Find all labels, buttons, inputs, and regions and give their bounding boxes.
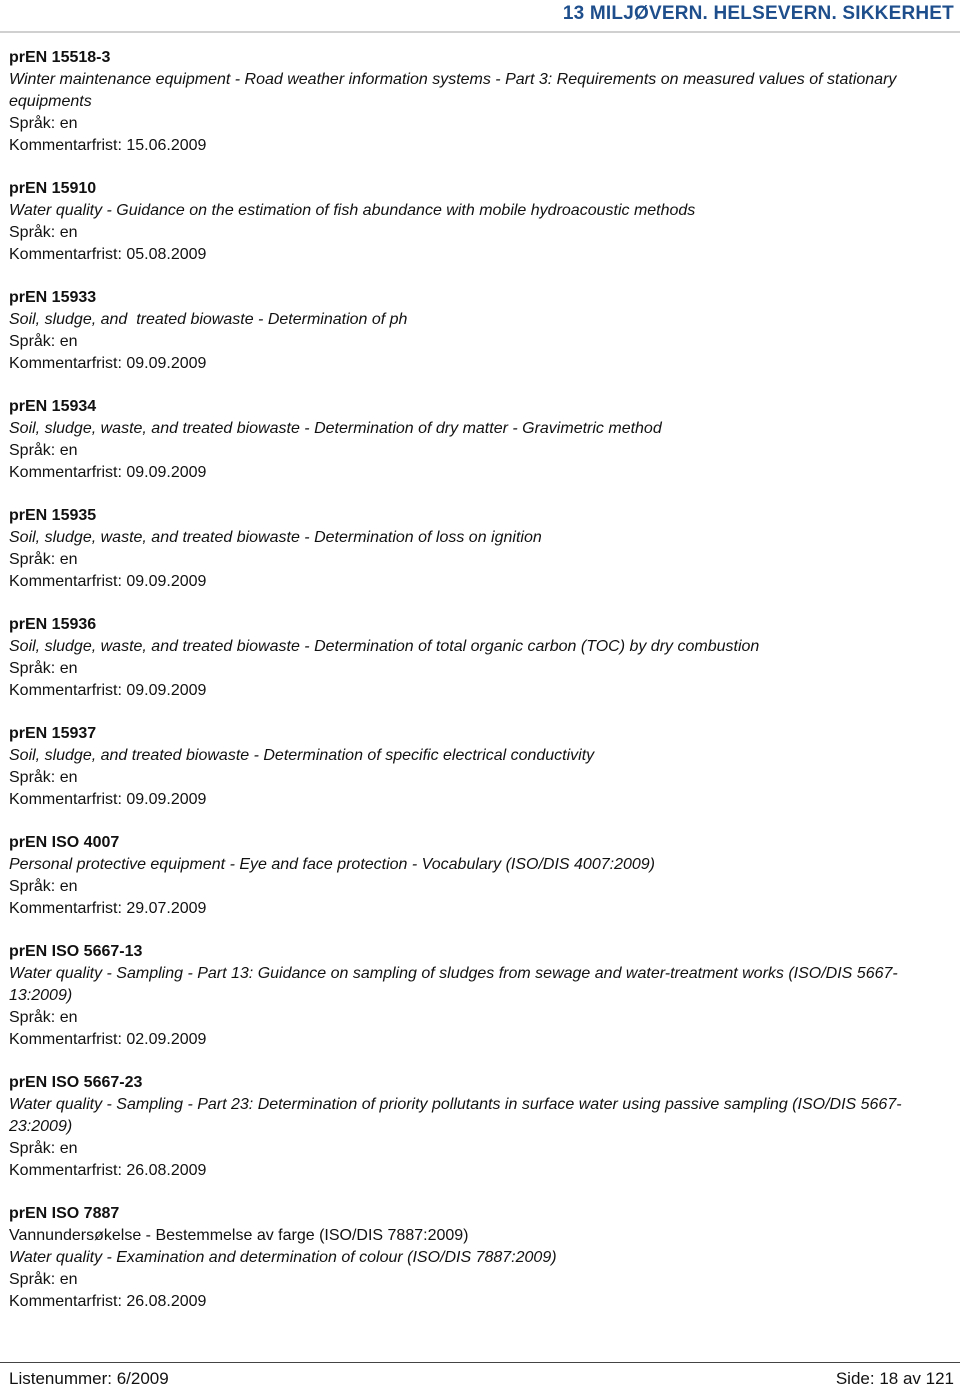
standard-entry (9, 941, 909, 1051)
standard-entry (9, 832, 909, 920)
comment-deadline: Kommentarfrist: 09.09.2009 (9, 464, 207, 481)
language-line: Språk: en (9, 442, 78, 459)
comment-deadline: Kommentarfrist: 02.09.2009 (9, 1031, 207, 1048)
standard-title: Soil, sludge, waste, and treated biowaste - Determination of dry matter - Gravimetric method (9, 420, 662, 437)
list-number: Listenummer: 6/2009 (9, 1369, 169, 1388)
comment-deadline: Kommentarfrist: 15.06.2009 (9, 137, 207, 154)
page-number: Side: 18 av 121 (835, 1369, 954, 1388)
standard-title: Soil, sludge, waste, and treated biowaste - Determination of loss on ignition (9, 529, 542, 546)
language-line: Språk: en (9, 878, 78, 895)
footer-divider (0, 1362, 960, 1363)
language-line: Språk: en (9, 1140, 78, 1157)
language-line: Språk: en (9, 660, 78, 677)
standard-title: Water quality - Guidance on the estimation of fish abundance with mobile hydroacoustic methods (9, 202, 696, 219)
comment-deadline: Kommentarfrist: 26.08.2009 (9, 1162, 207, 1179)
standard-entry (9, 723, 909, 811)
comment-deadline: Kommentarfrist: 09.09.2009 (9, 682, 207, 699)
language-line: Språk: en (9, 1009, 78, 1026)
entry-list (9, 47, 909, 1334)
standard-title: Water quality - Sampling - Part 13: Guidance on sampling of sludges from sewage and water-treatment works (ISO/DIS 5667-13:2009) (9, 965, 898, 1004)
language-line: Språk: en (9, 333, 78, 350)
standard-entry (9, 505, 909, 593)
standard-code: prEN 15936 (9, 616, 97, 633)
comment-deadline: Kommentarfrist: 09.09.2009 (9, 791, 207, 808)
standard-entry (9, 614, 909, 702)
language-line: Språk: en (9, 551, 78, 568)
standard-entry (9, 1072, 909, 1182)
standard-entry (9, 396, 909, 484)
language-line: Språk: en (9, 1271, 78, 1288)
standard-code: prEN ISO 5667-13 (9, 943, 143, 960)
standard-title: Soil, sludge, and treated biowaste - Determination of specific electrical conductivity (9, 747, 595, 764)
comment-deadline: Kommentarfrist: 26.08.2009 (9, 1293, 207, 1310)
standard-entry (9, 47, 909, 157)
standard-title: Winter maintenance equipment - Road weather information systems - Part 3: Requirements on measured values of stationary equipments (9, 71, 897, 110)
standard-code: prEN 15910 (9, 180, 97, 197)
standard-entry (9, 287, 909, 375)
comment-deadline: Kommentarfrist: 09.09.2009 (9, 573, 207, 590)
standard-title: Personal protective equipment - Eye and face protection - Vocabulary (ISO/DIS 4007:2009) (9, 856, 655, 873)
norwegian-title: Vannundersøkelse - Bestemmelse av farge (ISO/DIS 7887:2009) (9, 1227, 469, 1244)
comment-deadline: Kommentarfrist: 09.09.2009 (9, 355, 207, 372)
standard-code: prEN ISO 5667-23 (9, 1074, 143, 1091)
standard-entry (9, 1203, 909, 1313)
language-line: Språk: en (9, 224, 78, 241)
standard-title: Water quality - Examination and determination of colour (ISO/DIS 7887:2009) (9, 1249, 557, 1266)
standard-code: prEN 15935 (9, 507, 97, 524)
page-header (563, 0, 954, 28)
standard-title: Soil, sludge, waste, and treated biowaste - Determination of total organic carbon (TOC) by dry combustion (9, 638, 760, 655)
standard-title: Water quality - Sampling - Part 23: Determination of priority pollutants in surface water using passive sampling (ISO/DIS 5667-23:2009) (9, 1096, 902, 1135)
standard-code: prEN ISO 4007 (9, 834, 120, 851)
section-title: 13 MILJØVERN. HELSEVERN. SIKKERHET (562, 3, 954, 24)
standard-title: Soil, sludge, and treated biowaste - Determination of ph (9, 311, 408, 328)
standard-code: prEN 15937 (9, 725, 97, 742)
standard-entry (9, 178, 909, 266)
header-divider (0, 31, 960, 33)
standard-code: prEN 15934 (9, 398, 97, 415)
comment-deadline: Kommentarfrist: 29.07.2009 (9, 900, 207, 917)
language-line: Språk: en (9, 115, 78, 132)
standard-code: prEN 15933 (9, 289, 97, 306)
standard-code: prEN ISO 7887 (9, 1205, 120, 1222)
comment-deadline: Kommentarfrist: 05.08.2009 (9, 246, 207, 263)
standard-code: prEN 15518-3 (9, 49, 111, 66)
language-line: Språk: en (9, 769, 78, 786)
